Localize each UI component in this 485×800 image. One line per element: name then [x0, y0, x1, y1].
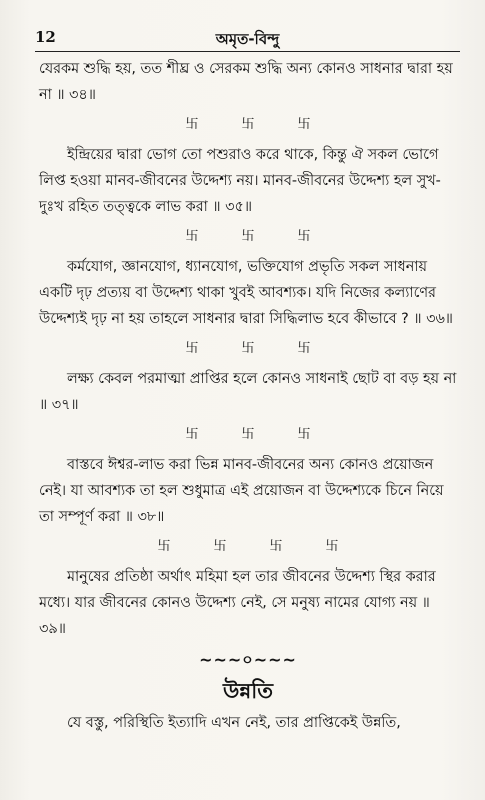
swastika-icon: 卐: [241, 341, 255, 356]
swastika-icon: 卐: [297, 341, 311, 356]
verse-paragraph: কর্মযোগ, জ্ঞানযোগ, ধ্যানযোগ, ভক্তিযোগ প্রভৃতি সকল সাধনায় একটি দৃঢ় প্রত্যয় বা উদ্দেশ্য থাকা খুবই আবশ্যক। যদি নিজের কল্যাণের উদ্দেশ্যই দৃঢ় না হয় তাহলে সাধনার দ্বারা সিদ্ধিলাভ হবে কীভাবে ? ॥ ৩৬॥: [39, 259, 453, 327]
swastika-icon: 卐: [297, 427, 311, 442]
page-header: [35, 26, 460, 50]
swastika-icon: 卐: [185, 341, 199, 356]
swastika-icon: 卐: [185, 427, 199, 442]
swastika-separator: [39, 226, 457, 248]
swastika-icon: 卐: [297, 229, 311, 244]
swastika-icon: 卐: [185, 117, 199, 132]
page-number: 12: [35, 28, 56, 46]
verse-paragraph: বাস্তবে ঈশ্বর-লাভ করা ভিন্ন মানব-জীবনের অন্য কোনও প্রয়োজন নেই। যা আবশ্যক তা হল শুধুমাত্র এই প্রয়োজন বা উদ্দেশ্যকে চিনে নিয়ে তা সম্পূর্ণ করা ॥ ৩৮॥: [39, 457, 444, 525]
verse-paragraph: লক্ষ্য কেবল পরমাত্মা প্রাপ্তির হলে কোনও সাধনাই ছোট বা বড় হয় না ॥ ৩৭॥: [39, 371, 457, 413]
section-heading: উন্নতি: [222, 679, 274, 703]
swastika-icon: 卐: [325, 539, 339, 554]
verse-paragraph: মানুষের প্রতিষ্ঠা অর্থাৎ মহিমা হল তার জীবনের উদ্দেশ্য স্থির করার মধ্যে। যার জীবনের কোনও উদ্দেশ্য নেই, সে মনুষ্য নামের যোগ্য নয় ॥ ৩৯॥: [39, 569, 436, 637]
header-rule: [35, 51, 460, 52]
page-content: [39, 56, 457, 736]
swastika-icon: 卐: [241, 427, 255, 442]
swastika-icon: 卐: [297, 117, 311, 132]
verse-paragraph: যেরকম শুদ্ধি হয়, তত শীঘ্র ও সেরকম শুদ্ধি অন্য কোনও সাধনার দ্বারা হয় না ॥ ৩৪॥: [39, 61, 453, 103]
swastika-separator: [39, 424, 457, 446]
running-title: অমৃত-বিন্দু: [215, 30, 280, 48]
swastika-separator: [39, 338, 457, 360]
swastika-icon: 卐: [241, 229, 255, 244]
verse-paragraph: ইন্দ্রিয়ের দ্বারা ভোগ তো পশুরাও করে থাকে, কিন্তু ঐ সকল ভোগে লিপ্ত হওয়া মানব-জীবনের উদ্দেশ্য নয়। মানব-জীবনের উদ্দেশ্য হল সুখ-দুঃখ রহিত তত্ত্বকে লাভ করা ॥ ৩৫॥: [39, 147, 441, 215]
swastika-icon: 卐: [185, 229, 199, 244]
swastika-icon: 卐: [269, 539, 283, 554]
swastika-icon: 卐: [157, 539, 171, 554]
swastika-separator: [39, 114, 457, 136]
section-divider: ~~~০~~~: [199, 650, 297, 669]
swastika-icon: 卐: [241, 117, 255, 132]
swastika-separator: [39, 536, 457, 558]
verse-paragraph: যে বস্তু, পরিস্থিতি ইত্যাদি এখন নেই, তার প্রাপ্তিকেই উন্নতি,: [67, 715, 401, 731]
swastika-icon: 卐: [213, 539, 227, 554]
